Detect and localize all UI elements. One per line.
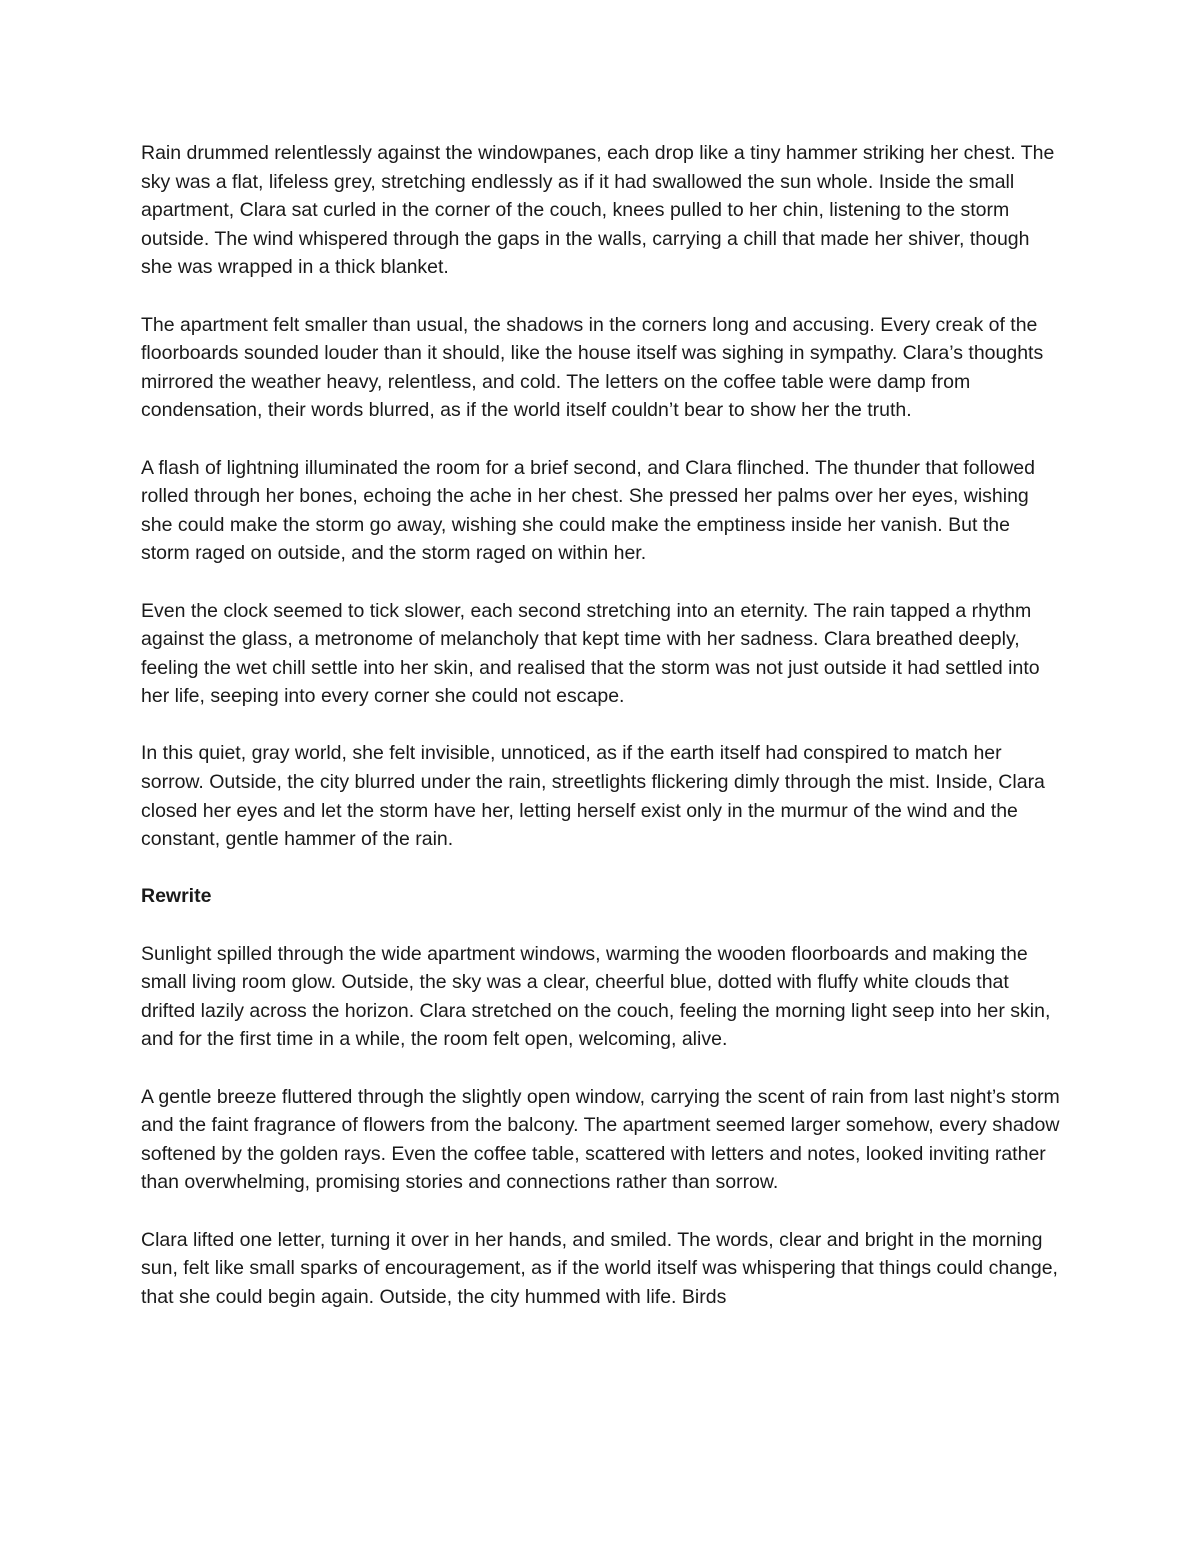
story-paragraph: A flash of lightning illuminated the room for a brief second, and Clara flinched. The thunder that followed rolled through her bones, echoing the ache in her chest. She pressed her palms over her eyes, wishing she could make the storm go away, wishing she could make the emptiness inside her vanish. But the storm raged on outside, and the storm raged on within her. [141, 456, 1035, 565]
document-body [141, 139, 1063, 1340]
rewrite-paragraph: A gentle breeze fluttered through the slightly open window, carrying the scent of rain from last night’s storm and the faint fragrance of flowers from the balcony. The apartment seemed larger somehow, every shadow softened by the golden rays. Even the coffee table, scattered with letters and notes, looked inviting rather than overwhelming, promising stories and connections rather than sorrow. [141, 1085, 1060, 1194]
story-paragraph: In this quiet, gray world, she felt invisible, unnoticed, as if the earth itself had conspired to match her sorrow. Outside, the city blurred under the rain, streetlights flickering dimly through the mist. Inside, Clara closed her eyes and let the storm have her, letting herself exist only in the murmur of the wind and the constant, gentle hammer of the rain. [141, 742, 1045, 851]
story-paragraph: Even the clock seemed to tick slower, each second stretching into an eternity. The rain tapped a rhythm against the glass, a metronome of melancholy that kept time with her sadness. Clara breathed deeply, feeling the wet chill settle into her skin, and realised that the storm was not just outside it had settled into her life, seeping into every corner she could not escape. [141, 599, 1040, 708]
rewrite-paragraph: Sunlight spilled through the wide apartment windows, warming the wooden floorboards and making the small living room glow. Outside, the sky was a clear, cheerful blue, dotted with fluffy white clouds that drifted lazily across the horizon. Clara stretched on the couch, feeling the morning light seep into her skin, and for the first time in a while, the room felt open, welcoming, alive. [141, 942, 1051, 1051]
rewrite-paragraph: Clara lifted one letter, turning it over in her hands, and smiled. The words, clear and bright in the morning sun, felt like small sparks of encouragement, as if the world itself was whispering that things could change, that she could begin again. Outside, the city hummed with life. Birds [141, 1228, 1058, 1308]
story-paragraph: Rain drummed relentlessly against the windowpanes, each drop like a tiny hammer striking her chest. The sky was a flat, lifeless grey, stretching endlessly as if it had swallowed the sun whole. Inside the small apartment, Clara sat curled in the corner of the couch, knees pulled to her chin, listening to the storm outside. The wind whispered through the gaps in the walls, carrying a chill that made her shiver, though she was wrapped in a thick blanket. [141, 142, 1055, 279]
story-paragraph: The apartment felt smaller than usual, the shadows in the corners long and accusing. Every creak of the floorboards sounded louder than it should, like the house itself was sighing in sympathy. Clara’s thoughts mirrored the weather heavy, relentless, and cold. The letters on the coffee table were damp from condensation, their words blurred, as if the world itself couldn’t bear to show her the truth. [141, 313, 1044, 422]
rewrite-heading: Rewrite [141, 885, 212, 908]
